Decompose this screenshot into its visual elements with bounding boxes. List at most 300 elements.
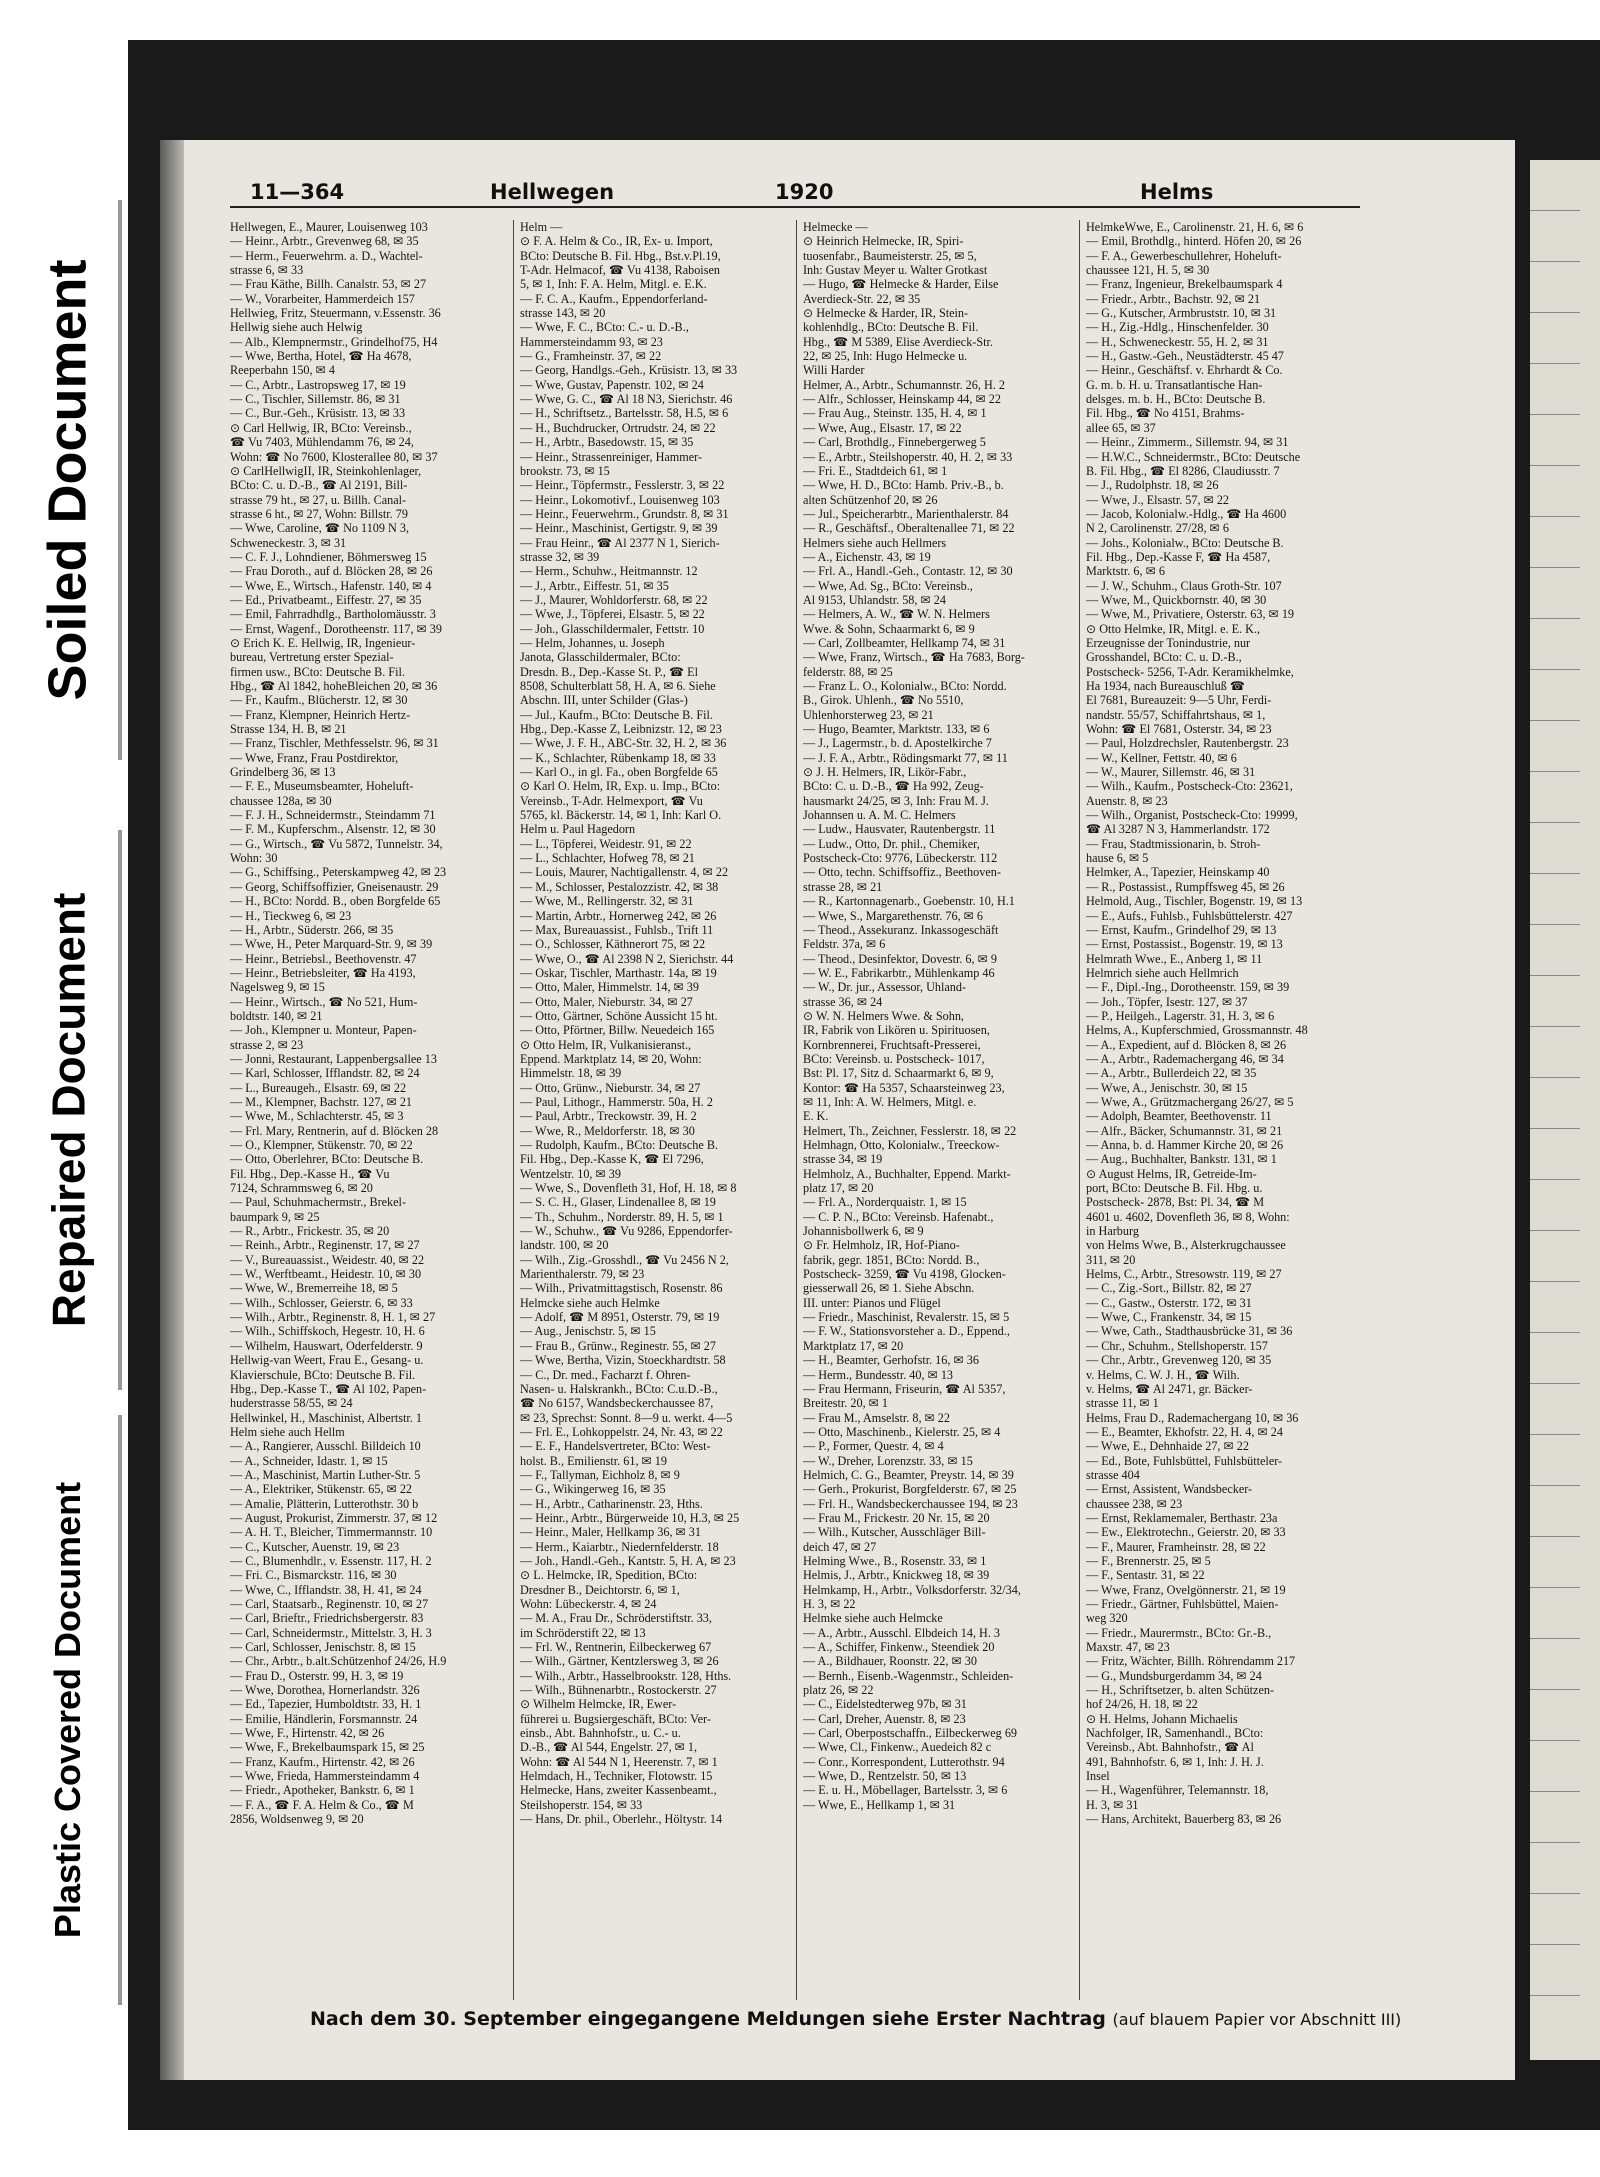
directory-entry: — Wilh., Arbtr., Reginenstr. 8, H. 1, ✉ 27 [230,1310,436,1325]
directory-entry: — C., Gastw., Osterstr. 172, ✉ 31 [1086,1295,1252,1310]
directory-entry: Wohn: Lübeckerstr. 4, ✉ 24 [520,1597,657,1611]
directory-entry: Nasen- u. Halskrankh., BCto: C.u.D.-B., [520,1381,718,1396]
directory-entry: — H., Arbtr., Süderstr. 266, ✉ 35 [230,922,394,937]
directory-entry: — Louis, Maurer, Nachtigallenstr. 4, ✉ 22 [520,865,729,880]
adjacent-page-line [1530,466,1580,517]
directory-entry: Averdieck-Str. 22, ✉ 35 [803,291,921,306]
directory-entry: strasse 6, ✉ 33 [230,263,304,278]
directory-entry: — J., Arbtr., Eiffestr. 51, ✉ 35 [520,578,669,593]
directory-entry: — Wwe, Bertha, Hotel, ☎ Ha 4678, [230,349,412,364]
directory-entry: — Carl, Schlosser, Jenischstr. 8, ✉ 15 [230,1640,416,1655]
directory-entry: — Alfr., Schlosser, Heinskamp 44, ✉ 22 [803,392,1001,407]
directory-entry: — Jacob, Kolonialw.-Hdlg., ☎ Ha 4600 [1086,506,1287,521]
directory-entry: — Th., Schuhm., Norderstr. 89, H. 5, ✉ 1 [520,1209,724,1224]
directory-entry: — C., Arbtr., Lastropsweg 17, ✉ 19 [230,377,406,392]
directory-entry: — Carl, Dreher, Auenstr. 8, ✉ 23 [803,1711,966,1726]
directory-entry: Nagelsweg 9, ✉ 15 [230,980,325,995]
directory-entry: Hammersteindamm 93, ✉ 23 [520,334,663,349]
directory-entry: — E. u. H., Möbellager, Bartelsstr. 3, ✉ 6 [803,1783,1008,1798]
directory-entry: — W., Schuhw., ☎ Vu 9286, Eppendorfer- [520,1224,733,1239]
directory-entry: hausmarkt 24/25, ✉ 3, Inh: Frau M. J. [803,793,989,808]
directory-entry: — Frau Heinr., ☎ Al 2377 N 1, Sierich- [520,535,720,550]
directory-entry: Breitestr. 20, ✉ 1 [803,1396,889,1411]
directory-entry: — Emilie, Händlerin, Forsmannstr. 24 [230,1711,418,1726]
directory-entry: einsb., Abt. Bahnhofstr., u. C.- u. [520,1726,681,1741]
directory-entry: — Georg, Handlgs.-Geh., Krüsistr. 13, ✉ 33 [520,363,738,378]
directory-entry: — F. M., Kupferschm., Alsenstr. 12, ✉ 30 [230,822,436,837]
directory-entry: — Chr., Schuhm., Stellshoperstr. 157 [1086,1338,1268,1353]
directory-entry: — Carl, Zollbeamter, Hellkamp 74, ✉ 31 [803,635,1006,650]
directory-entry: — G., Mundsburgerdamm 34, ✉ 24 [1086,1668,1262,1683]
directory-entry: — C. F. J., Lohndiener, Böhmersweg 15 [230,549,427,564]
directory-entry: — Wwe, C., Frankenstr. 34, ✉ 15 [1086,1310,1252,1325]
directory-entry: ☎ Vu 7403, Mühlendamm 76, ✉ 24, [230,435,414,450]
directory-entry: — Fri. E., Stadtdeich 61, ✉ 1 [803,463,948,478]
directory-entry: — F., Sentastr. 31, ✉ 22 [1086,1568,1205,1583]
directory-entry: — Wwe, Ad. Sg., BCto: Vereinsb., [803,578,973,593]
directory-entry: — Franz, Tischler, Methfesselstr. 96, ✉ 31 [230,736,439,751]
directory-entry: El 7681, Bureauzeit: 9—5 Uhr, Ferdi- [1086,693,1272,708]
directory-entry: — Wilh., Zig.-Grosshdl., ☎ Vu 2456 N 2, [520,1252,729,1267]
directory-entry: chaussee 121, H. 5, ✉ 30 [1086,263,1210,278]
directory-entry: Abschn. III, unter Schilder (Glas-) [520,693,688,708]
adjacent-page-line [1530,1384,1580,1435]
directory-entry: — Martin, Arbtr., Hornerweg 242, ✉ 26 [520,908,717,923]
directory-entry: Helming Wwe., B., Rosenstr. 33, ✉ 1 [803,1553,987,1568]
directory-entry: — Wwe, E., Dehnhaide 27, ✉ 22 [1086,1439,1249,1454]
directory-entry: — Ernst, Assistent, Wandsbecker- [1086,1482,1253,1497]
directory-entry: — H., Arbtr., Basedowstr. 15, ✉ 35 [520,435,694,450]
directory-entry: — S. C. H., Glaser, Lindenallee 8, ✉ 19 [520,1195,716,1210]
directory-entry: — Wwe, Frieda, Hammersteindamm 4 [230,1769,420,1784]
directory-entry: — F. W., Stationsvorsteher a. D., Eppend., [803,1324,1010,1339]
directory-entry: Kontor: ☎ Ha 5357, Schaarsteinweg 23, [803,1080,1005,1095]
directory-entry: — O., Schlosser, Käthnerort 75, ✉ 22 [520,937,706,952]
directory-entry: — Wwe, J., Töpferei, Elsastr. 5, ✉ 22 [520,607,705,622]
directory-entry: — Friedr., Maurermstr., BCto: Gr.-B., [1086,1625,1272,1640]
directory-entry: — Wwe, M., Schlachterstr. 45, ✉ 3 [230,1109,404,1124]
directory-entry: — Frau Käthe, Billh. Canalstr. 53, ✉ 27 [230,277,427,292]
directory-entry: landstr. 100, ✉ 20 [520,1238,609,1253]
directory-entry: — R., Geschäftsf., Oberaltenallee 71, ✉ 22 [803,521,1015,536]
directory-entry: — Heinr., Wirtsch., ☎ No 521, Hum- [230,994,418,1009]
directory-entry: — C., Blumenhdlr., v. Essenstr. 117, H. 2 [230,1553,432,1568]
directory-entry: — W., Maurer, Sillemstr. 46, ✉ 31 [1086,765,1256,780]
directory-entry: — Jul., Speicherarbtr., Marienthalerstr. 84 [803,506,1009,521]
adjacent-page-line [1530,1231,1580,1282]
directory-entry: ⊙ Otto Helmke, IR, Mitgl. e. E. K., [1086,621,1261,636]
directory-entry: — H.W.C., Schneidermstr., BCto: Deutsche [1086,449,1301,464]
directory-entry: Helms, C., Arbtr., Stresowstr. 119, ✉ 27 [1086,1267,1282,1282]
directory-entry: — Alfr., Bäcker, Schumannstr. 31, ✉ 21 [1086,1123,1283,1138]
tab-label: Soiled Document [38,259,99,701]
directory-entry: Helmhagn, Otto, Kolonialw., Treeckow- [803,1138,1000,1152]
directory-entry: v. Helms, ☎ Al 2471, gr. Bäcker- [1086,1381,1253,1396]
directory-entry: — Frl. W., Rentnerin, Eilbeckerweg 67 [520,1640,712,1655]
directory-entry: — Wilh., Gärtner, Kentzlersweg 3, ✉ 26 [520,1654,719,1669]
directory-entry: — Joh., Handl.-Geh., Kantstr. 5, H. A, ✉ 23 [520,1553,736,1568]
directory-entry: — Emil, Brothdlg., hinterd. Höfen 20, ✉ 26 [1086,234,1302,249]
directory-entry: — Carl, Brieftr., Friedrichsbergerstr. 83 [230,1611,424,1626]
directory-entry: — H., Beamter, Gerhofstr. 16, ✉ 36 [803,1353,979,1368]
directory-entry: HelmkeWwe, E., Carolinenstr. 21, H. 6, ✉ 6 [1086,220,1304,234]
directory-entry: — G., Schiffsing., Peterskampweg 42, ✉ 23 [230,865,447,880]
directory-entry: — F., Dipl.-Ing., Dorotheenstr. 159, ✉ 39 [1086,980,1290,995]
directory-entry: — J. W., Schuhm., Claus Groth-Str. 107 [1086,578,1282,593]
directory-entry: Eppend. Marktplatz 14, ✉ 20, Wohn: [520,1051,702,1066]
directory-entry: — W., Vorarbeiter, Hammerdeich 157 [230,291,415,306]
tab-label: Plastic Covered Document [47,1481,89,1939]
page-header [230,180,1360,208]
directory-entry: — P., Former, Questr. 4, ✉ 4 [803,1439,944,1454]
directory-entry: — Adolf, ☎ M 8951, Osterstr. 79, ✉ 19 [520,1310,720,1325]
adjacent-page-line [1530,721,1580,772]
directory-entry: — K., Schlachter, Rübenkamp 18, ✉ 33 [520,750,716,765]
directory-entry: — Emil, Fahrradhdlg., Bartholomäusstr. 3 [230,607,436,622]
directory-entry: ✉ 11, Inh: A. W. Helmers, Mitgl. e. [803,1094,977,1109]
directory-entry: Helmer, A., Arbtr., Schumannstr. 26, H. 2 [803,377,1005,392]
adjacent-page-line [1530,160,1580,211]
directory-entry: Insel [1086,1769,1110,1784]
directory-entry: — A., Bildhauer, Roonstr. 22, ✉ 30 [803,1654,977,1669]
directory-entry: — A., Elektriker, Stükenstr. 65, ✉ 22 [230,1482,413,1497]
tab-divider [118,1415,122,2005]
directory-entry: — G., Kutscher, Armbruststr. 10, ✉ 31 [1086,306,1277,321]
directory-entry: Helmold, Aug., Tischler, Bogenstr. 19, ✉ 13 [1086,894,1303,909]
directory-entry: — A., Rangierer, Ausschl. Billdeich 10 [230,1439,421,1454]
directory-entry: — L., Bureaugeh., Elsastr. 69, ✉ 22 [230,1080,407,1095]
directory-entry: — H., Buchdrucker, Ortrudstr. 24, ✉ 22 [520,420,716,435]
directory-entry: ⊙ H. Helms, Johann Michaelis [1086,1711,1238,1726]
directory-entry: — Wwe, Dorothea, Hornerlandstr. 326 [230,1683,420,1698]
directory-entry: — Theod., Desinfektor, Dovestr. 6, ✉ 9 [803,951,997,966]
directory-entry: baumpark 9, ✉ 25 [230,1209,320,1224]
adjacent-page-line [1530,1027,1580,1078]
directory-entry: B. Fil. Hbg., ☎ El 8286, Claudiusstr. 7 [1086,463,1280,478]
directory-entry: G. m. b. H. u. Transatlantische Han- [1086,377,1263,392]
directory-entry: — Frl. Mary, Rentnerin, auf d. Blöcken 28 [230,1123,439,1138]
directory-entry: — Bernh., Eisenb.-Wagenmstr., Schleiden- [803,1668,1014,1683]
directory-entry: — Frl. A., Handl.-Geh., Contastr. 12, ✉ 30 [803,564,1013,579]
directory-entry: — Anna, b. d. Hammer Kirche 20, ✉ 26 [1086,1138,1284,1152]
directory-entry: Helmrich siehe auch Hellmrich [1086,965,1239,980]
directory-entry: — W., Dreher, Lorenzstr. 33, ✉ 15 [803,1453,973,1468]
directory-entry: Helmich, C. G., Beamter, Preystr. 14, ✉ 39 [803,1467,1014,1482]
directory-entry: — Otto, Oberlehrer, BCto: Deutsche B. [230,1152,424,1167]
directory-entry: — F., Tallyman, Eichholz 8, ✉ 9 [520,1467,680,1482]
adjacent-page-line [1530,925,1580,976]
directory-entry: — Ludw., Hausvater, Rautenbergstr. 11 [803,822,996,837]
directory-entry: — Johs., Kolonialw., BCto: Deutsche B. [1086,535,1284,550]
directory-entry: — Wwe, Cath., Stadthausbrücke 31, ✉ 36 [1086,1324,1293,1339]
directory-entry: ⊙ August Helms, IR, Getreide-Im- [1086,1166,1257,1181]
directory-entry: — Karl O., in gl. Fa., oben Borgfelde 65 [520,765,718,780]
directory-entry: Postscheck- 2878, Bst: Pl. 34, ☎ M [1086,1195,1265,1210]
directory-entry: bureau, Vertretung erster Spezial- [230,650,394,665]
directory-entry: — Joh., Töpfer, Isestr. 127, ✉ 37 [1086,994,1248,1009]
directory-entry: — Karl, Schlosser, Ifflandstr. 82, ✉ 24 [230,1066,420,1081]
directory-entry: — Amalie, Plätterin, Lutterothstr. 30 b [230,1496,419,1511]
adjacent-page-line [1530,1129,1580,1180]
directory-entry: — Friedr., Maschinist, Revalerstr. 15, ✉ 5 [803,1310,1010,1325]
directory-entry: ⊙ J. H. Helmers, IR, Likör-Fabr., [803,765,967,780]
directory-entry: Steilshoperstr. 154, ✉ 33 [520,1797,643,1812]
directory-entry: in Harburg [1086,1224,1139,1239]
adjacent-page-line [1530,1078,1580,1129]
directory-entry: — H., Schriftsetz., Bartelsstr. 58, H.5, ✉ 6 [520,406,729,421]
directory-entry: — Wilh., Organist, Postscheck-Cto: 19999, [1086,808,1298,823]
directory-entry: Postscheck- 3259, ☎ Vu 4198, Glocken- [803,1267,1006,1282]
directory-entry: IR, Fabrik von Likören u. Spirituosen, [803,1023,990,1038]
directory-entry: 8508, Schulterblatt 58, H. A, ✉ 6. Siehe [520,679,716,693]
directory-entry: — Adolph, Beamter, Beethovenstr. 11 [1086,1109,1272,1124]
directory-entry: 311, ✉ 20 [1086,1252,1136,1267]
adjacent-page-line [1530,1741,1580,1792]
directory-entry: — Wilh., Kaufm., Postscheck-Cto: 23621, [1086,779,1293,794]
directory-entry: H. 3, ✉ 22 [803,1597,856,1611]
directory-entry: Helmdach, H., Techniker, Flotowstr. 15 [520,1769,713,1784]
directory-entry: Wentzelstr. 10, ✉ 39 [520,1166,621,1181]
directory-entry: — Jul., Kaufm., BCto: Deutsche B. Fil. [520,707,713,722]
page-footer [310,2008,1410,2030]
directory-entry: — C., Kutscher, Auenstr. 19, ✉ 23 [230,1539,400,1554]
directory-entry: — Carl, Oberpostschaffn., Eilbeckerweg 69 [803,1726,1018,1741]
directory-entry: — A., Arbtr., Ausschl. Elbdeich 14, H. 3 [803,1625,1001,1640]
directory-entry: Helmis, J., Arbtr., Knickweg 18, ✉ 39 [803,1568,990,1583]
tab-soiled-document[interactable] [18,200,119,760]
directory-entry: BCto: C. u. D.-B., ☎ Ha 992, Zeug- [803,779,984,794]
directory-entry: Himmelstr. 18, ✉ 39 [520,1066,622,1081]
directory-entry: chaussee 238, ✉ 23 [1086,1496,1183,1511]
directory-entry: — Heinr., Töpfermstr., Fesslerstr. 3, ✉ 22 [520,478,725,493]
directory-entry: ⊙ Heinrich Helmecke, IR, Spiri- [803,234,964,249]
directory-entry: N 2, Carolinenstr. 27/28, ✉ 6 [1086,521,1229,536]
directory-entry: strasse 32, ✉ 39 [520,549,600,564]
directory-entry: — Heinr., Arbtr., Grevenweg 68, ✉ 35 [230,234,419,249]
directory-entry: Postscheck-Cto: 9776, Lübeckerstr. 112 [803,851,998,866]
directory-entry: Reeperbahn 150, ✉ 4 [230,363,335,378]
directory-entry: 22, ✉ 25, Inh: Hugo Helmecke u. [803,349,968,364]
directory-entry: — F. C. A., Kaufm., Eppendorferland- [520,291,708,306]
directory-entry: — Wwe, A., Jenischstr. 30, ✉ 15 [1086,1080,1248,1095]
adjacent-page-line [1530,313,1580,364]
directory-entry: — Wwe, H. D., BCto: Hamb. Priv.-B., b. [803,478,1004,493]
tab-plastic-covered-document[interactable] [18,1415,119,2005]
directory-entry: — Heinr., Arbtr., Bürgerweide 10, H.3, ✉ 25 [520,1510,740,1525]
directory-entry: — Franz L. O., Kolonialw., BCto: Nordd. [803,679,1007,693]
directory-entry: — C., Tischler, Sillemstr. 86, ✉ 31 [230,392,401,407]
adjacent-page-line [1530,1588,1580,1639]
directory-entry: — Paul, Arbtr., Treckowstr. 39, H. 2 [520,1109,697,1124]
directory-entry: — Wwe, M., Rellingerstr. 32, ✉ 31 [520,894,694,909]
directory-entry: — W., Kellner, Fettstr. 40, ✉ 6 [1086,750,1237,765]
directory-entry: Helms, A., Kupferschmied, Grossmannstr. 48 [1086,1023,1308,1038]
adjacent-page-line [1530,1333,1580,1384]
directory-entry: Grindelberg 36, ✉ 13 [230,765,336,780]
directory-entry: Hbg., Dep.-Kasse Z, Leibnizstr. 12, ✉ 23 [520,722,722,737]
directory-entry: Wwe. & Sohn, Schaarmarkt 6, ✉ 9 [803,621,975,636]
directory-entry: — Otto, Maler, Himmelstr. 14, ✉ 39 [520,980,699,995]
directory-entry: 4601 u. 4602, Dovenfleth 36, ✉ 8, Wohn: [1086,1209,1290,1224]
directory-entry: D.-B., ☎ Al 544, Engelstr. 27, ✉ 1, [520,1740,698,1755]
directory-entry: — Otto, Pförtner, Billw. Neuedeich 165 [520,1023,715,1038]
directory-entry: — Wwe, J., Elsastr. 57, ✉ 22 [1086,492,1230,507]
adjacent-page-line [1530,262,1580,313]
directory-entry: — G., Wirtsch., ☎ Vu 5872, Tunnelstr. 34, [230,836,443,851]
directory-entry: — Wilh., Kutscher, Ausschläger Bill- [803,1525,986,1540]
directory-entry: — M. A., Frau Dr., Schröderstiftstr. 33, [520,1611,712,1626]
directory-entry: — A., Schneider, Idastr. 1, ✉ 15 [230,1453,388,1468]
directory-entry: Wohn: 30 [230,851,278,866]
directory-entry: — Helmers, A. W., ☎ W. N. Helmers [803,607,990,622]
directory-entry: — Frau M., Amselstr. 8, ✉ 22 [803,1410,950,1425]
directory-entry: — E. F., Handelsvertreter, BCto: West- [520,1439,711,1454]
directory-entry: ⊙ Helmecke & Harder, IR, Stein- [803,306,969,321]
directory-entry: — Theod., Assekuranz. Inkassogeschäft [803,922,999,937]
directory-entry: Hellwegen, E., Maurer, Louisenweg 103 [230,220,428,234]
directory-entry: — Gerh., Prokurist, Borgfelderstr. 67, ✉ 25 [803,1482,1017,1497]
directory-entry: Bst: Pl. 17, Sitz d. Schaarmarkt 6, ✉ 9, [803,1066,994,1081]
directory-entry: — R., Arbtr., Frickestr. 35, ✉ 20 [230,1224,390,1239]
directory-entry: — Paul, Holzdrechsler, Rautenbergstr. 23 [1086,736,1289,751]
directory-entry: Wohn: ☎ El 7681, Osterstr. 34, ✉ 23 [1086,722,1272,737]
tab-repaired-document[interactable] [18,830,119,1390]
adjacent-page-line [1530,1537,1580,1588]
directory-entry: — G., Framheinstr. 37, ✉ 22 [520,349,662,364]
directory-entry: — Frau Hermann, Friseurin, ☎ Al 5357, [803,1381,1006,1396]
directory-entry: — Fritz, Wächter, Billh. Röhrendamm 217 [1086,1654,1296,1669]
directory-entry: — L., Töpferei, Weidestr. 91, ✉ 22 [520,836,692,851]
adjacent-page-line [1530,1690,1580,1741]
directory-entry: Vereinsb., T-Adr. Helmexport, ☎ Vu [520,793,703,808]
directory-entry: Janota, Glasschildermaler, BCto: [520,650,681,665]
directory-entry: Helmker, A., Tapezier, Heinskamp 40 [1086,865,1270,880]
directory-entry: — Wilhelm, Hauswart, Oderfelderstr. 9 [230,1338,423,1353]
directory-entry: ⊙ Carl Hellwig, IR, BCto: Vereinsb., [230,420,412,435]
directory-entry: Hbg., ☎ M 5389, Elise Averdieck-Str. [803,334,993,349]
directory-entry: — M., Klempner, Bachstr. 127, ✉ 21 [230,1094,413,1109]
directory-entry: — Heinr., Strassenreiniger, Hammer- [520,449,703,464]
directory-entry: — H., Wagenführer, Telemannstr. 18, [1086,1783,1269,1798]
directory-entry: Helm — [520,220,563,234]
directory-entry: — L., Schlachter, Hofweg 78, ✉ 21 [520,851,695,866]
directory-entry: — Wwe, Aug., Elsastr. 17, ✉ 22 [803,420,962,435]
directory-entry: Helmecke, Hans, zweiter Kassenbeamt., [520,1783,717,1798]
directory-entry: — F. E., Museumsbeamter, Hoheluft- [230,779,414,794]
directory-entry: — Wwe, E., Hellkamp 1, ✉ 31 [803,1797,956,1812]
directory-entry: — Chr., Arbtr., b.alt.Schützenhof 24/26, H.9 [230,1654,447,1669]
directory-entry: — M., Schlosser, Pestalozzistr. 42, ✉ 38 [520,879,719,894]
directory-entry: — August, Prokurist, Zimmerstr. 37, ✉ 12 [230,1510,438,1525]
directory-entry: Helmers siehe auch Hellmers [803,535,947,550]
directory-entry: ⊙ Fr. Helmholz, IR, Hof-Piano- [803,1238,960,1253]
directory-entry: — J., Rudolphstr. 18, ✉ 26 [1086,478,1219,493]
directory-entry: — Friedr., Arbtr., Bachstr. 92, ✉ 21 [1086,291,1261,306]
directory-entry: — Ernst, Postassist., Bogenstr. 19, ✉ 13 [1086,937,1283,952]
directory-entry: 5, ✉ 1, Inh: F. A. Helm, Mitgl. e. E.K. [520,277,707,292]
directory-entry: — Otto, Maschinenb., Kielerstr. 25, ✉ 4 [803,1424,1001,1439]
directory-entry: ⊙ L. Helmcke, IR, Spedition, BCto: [520,1568,698,1583]
directory-entry: port, BCto: Deutsche B. Fil. Hbg. u. [1086,1181,1263,1196]
directory-entry: — Franz, Ingenieur, Brekelbaumspark 4 [1086,277,1283,292]
adjacent-page-line [1530,670,1580,721]
directory-entry: — C., Dr. med., Facharzt f. Ohren- [520,1367,691,1382]
directory-entry: ⊙ Wilhelm Helmcke, IR, Ewer- [520,1697,677,1712]
directory-entry: — Frau, Stadtmissionarin, b. Stroh- [1086,836,1261,851]
adjacent-page-line [1530,619,1580,670]
directory-entry: ⊙ F. A. Helm & Co., IR, Ex- u. Import, [520,234,713,249]
directory-entry: — R., Postassist., Rumpffsweg 45, ✉ 26 [1086,879,1285,894]
directory-entry: — A., Arbtr., Rademachergang 46, ✉ 34 [1086,1051,1284,1066]
directory-entry: weg 320 [1086,1611,1128,1626]
directory-entry: Hbg., ☎ Al 1842, hoheBleichen 20, ✉ 36 [230,679,438,693]
directory-entry: — Wwe, Bertha, Vizin, Stoeckhardtstr. 58 [520,1353,726,1368]
directory-entry: boldtstr. 140, ✉ 21 [230,1008,323,1023]
directory-entry: Al 9153, Uhlandstr. 58, ✉ 24 [803,592,946,607]
directory-entry: — C., Bur.-Geh., Krüsistr. 13, ✉ 33 [230,406,406,421]
directory-entry: alten Schützenhof 20, ✉ 26 [803,492,938,507]
directory-entry: strasse 404 [1086,1467,1140,1482]
directory-entry: — F. A., ☎ F. A. Helm & Co., ☎ M [230,1797,414,1812]
directory-entry: Johannisbollwerk 6, ✉ 9 [803,1224,924,1239]
directory-entry: — C. P. N., BCto: Vereinsb. Hafenabt., [803,1209,994,1224]
directory-entry: strasse 34, ✉ 19 [803,1152,883,1167]
directory-entry: ☎ Al 3287 N 3, Hammerlandstr. 172 [1086,822,1270,837]
directory-entry: Helm siehe auch Hellm [230,1424,345,1439]
directory-entry: — Franz, Kaufm., Hirtenstr. 42, ✉ 26 [230,1754,415,1769]
adjacent-page-line [1530,1639,1580,1690]
directory-entry: — W., Werftbeamt., Heidestr. 10, ✉ 30 [230,1267,422,1282]
directory-entry: Fil. Hbg., ☎ No 4151, Brahms- [1086,406,1245,421]
directory-entry: — H., Tieckweg 6, ✉ 23 [230,908,352,923]
directory-entry: — Wwe, E., Wirtsch., Hafenstr. 140, ✉ 4 [230,578,432,593]
directory-entry: — Aug., Buchhalter, Bankstr. 131, ✉ 1 [1086,1152,1277,1167]
footer-note: (auf blauem Papier vor Abschnitt III) [1112,2010,1402,2029]
directory-entry: — J. F. A., Arbtr., Rödingsmarkt 77, ✉ 11 [803,750,1008,765]
directory-entry: — H., Zig.-Hdlg., Hinschenfelder. 30 [1086,320,1269,335]
directory-entry: — Wwe, R., Meldorferstr. 18, ✉ 30 [520,1123,695,1138]
directory-entry: — Joh., Glasschildermaler, Fettstr. 10 [520,621,705,636]
directory-entry: holst. B., Emilienstr. 61, ✉ 19 [520,1453,667,1468]
directory-entry: 5765, kl. Bäckerstr. 14, ✉ 1, Inh: Karl O. [520,808,722,823]
directory-entry: — Fri. C., Bismarckstr. 116, ✉ 30 [230,1568,397,1583]
directory-entry: — O., Klempner, Stükenstr. 70, ✉ 22 [230,1138,413,1152]
directory-entry: — Herm., Feuerwehrm. a. D., Wachtel- [230,248,423,263]
directory-entry: B., Girok. Uhlenh., ☎ No 5510, [803,693,964,708]
directory-entry: — Rudolph, Kaufm., BCto: Deutsche B. [520,1138,719,1152]
directory-entry: ⊙ CarlHellwigII, IR, Steinkohlenlager, [230,463,422,478]
directory-entry: Helmkamp, H., Arbtr., Volksdorferstr. 32/34, [803,1582,1021,1597]
directory-entry: — Heinr., Betriebsleiter, ☎ Ha 4193, [230,965,416,980]
directory-entry: — Wwe, O., ☎ Al 2398 N 2, Sierichstr. 44 [520,951,734,966]
directory-entry: Hellwig siehe auch Helwig [230,320,363,335]
directory-entry: — P., Heilgeh., Lagerstr. 31, H. 3, ✉ 6 [1086,1008,1275,1023]
adjacent-page-line [1530,1894,1580,1945]
directory-entry: — Frau D., Osterstr. 99, H. 3, ✉ 19 [230,1668,404,1683]
directory-entry: — Wilh., Schlosser, Geierstr. 6, ✉ 33 [230,1295,413,1310]
directory-entry: Auenstr. 8, ✉ 23 [1086,793,1168,808]
directory-entry: Marktstr. 6, ✉ 6 [1086,564,1165,579]
directory-entry: Dresdn. B., Dep.-Kasse St. P., ☎ El [520,664,699,679]
directory-entry: — Heinr., Betriebsl., Beethovenstr. 47 [230,951,417,966]
directory-entry: — V., Bureauassist., Weidestr. 40, ✉ 22 [230,1252,425,1267]
directory-entry: — Jonni, Restaurant, Lappenbergsallee 13 [230,1051,437,1066]
directory-entry: ⊙ W. N. Helmers Wwe. & Sohn, [803,1008,964,1023]
directory-entry: fabrik, gegr. 1851, BCto: Nordd. B., [803,1252,980,1267]
directory-entry: — W. E., Fabrikarbtr., Mühlenkamp 46 [803,965,995,980]
directory-entry: — F., Brennerstr. 25, ✉ 5 [1086,1553,1211,1568]
directory-entry: — Hans, Dr. phil., Oberlehr., Höltystr. 14 [520,1812,723,1827]
